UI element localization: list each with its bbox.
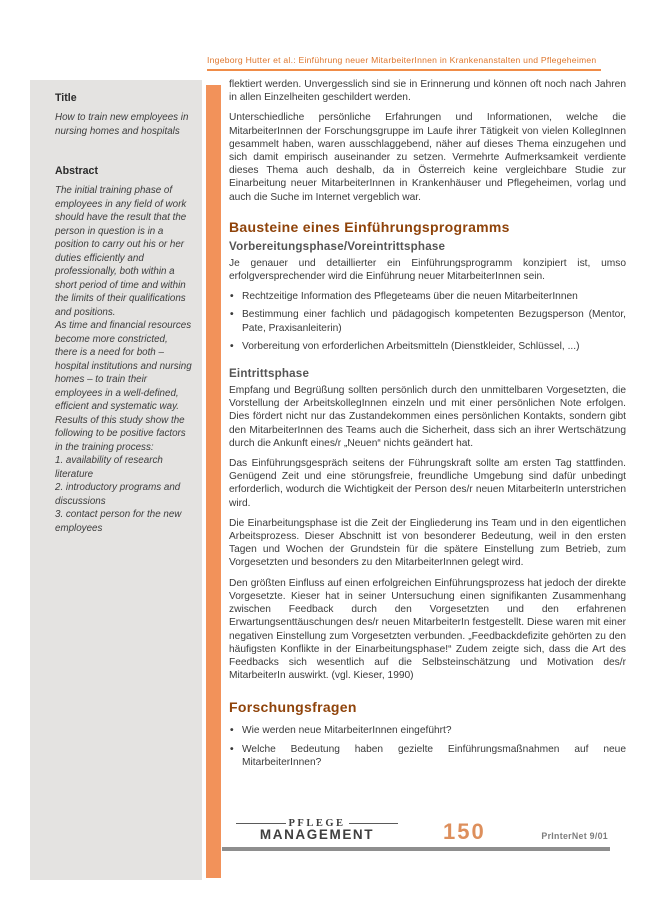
page-footer bbox=[222, 818, 612, 858]
subsection-heading-vorbereitungsphase: Vorbereitungsphase/Voreintrittsphase bbox=[229, 239, 446, 253]
orange-accent-bar bbox=[206, 85, 221, 878]
logo-rule-right bbox=[349, 823, 399, 825]
logo-pflege-text: PFLEGE bbox=[288, 818, 346, 829]
body-paragraph: Den größten Einfluss auf einen erfolgreichen Einführungsprozess hat jedoch der direkte Vorgesetzte. Kieser hat in seiner Untersuchung einen signifikanten Zusammenhang zwischen Feedback durch den Vorgesetzten und den erfahrenen Erwartungsenttäuschungen des/r neuen MitarbeiterIn festgestellt. Diese waren mit einer negativen Einstellung zum Vorgesetzten verbunden. „Feedbackdefizite gehörten zu den häufigsten Konflikte in der Einarbeitungsphase!“ Zudem zeigte sich, dass die Art des Feedbacks sich wesentlich auf die Selbsteinschätzung und Motivation des/r MitarbeiterIn auswirkt. (vgl. Kieser, 1990) bbox=[229, 577, 626, 682]
body-paragraph: Die Einarbeitungsphase ist die Zeit der Eingliederung ins Team und in den eigentlichen Arbeitsprozess. Dieser Abschnitt ist von besonderer Bedeutung, weil in den ersten Tagen und Wochen der Grundstein für die spätere Einstellung zum Betrieb, zum Vorgesetzten und besonders zu den MitarbeiterInnen gelegt wird. bbox=[229, 517, 626, 569]
bullet-item: • Wie werden neue MitarbeiterInnen eingeführt? bbox=[229, 724, 626, 737]
page-number: 150 bbox=[443, 819, 486, 844]
sidebar-spacer bbox=[55, 138, 192, 165]
bullet-item: • Bestimmung einer fachlich und pädagogisch kompetenten Bezugsperson (Mentor, Pate, Praxisanleiterin) bbox=[229, 308, 626, 334]
body-paragraph: Empfang und Begrüßung sollten persönlich durch den unmittelbaren Vorgesetzten, die Vorstellung der ArbeitskollegInnen einzeln und mit einer persönlichen Note erfolgen. Dies fördert nicht nur das Zustandekommen eines persönlichen Kontakts, sondern gibt den MitarbeiterInnen des Teams auch die Sicherheit, dass sich an ihrer Wertschätzung durch die Ankunft eines/r „Neuen“ nichts geändert hat. bbox=[229, 385, 626, 449]
subsection-heading-eintrittsphase: Eintrittsphase bbox=[229, 367, 310, 381]
sidebar-abstract-label: Abstract bbox=[55, 165, 98, 177]
vorbereitung-bullet-list bbox=[229, 290, 626, 353]
bullet-item: • Vorbereitung von erforderlichen Arbeitsmitteln (Dienstkleider, Schlüssel, ...) bbox=[229, 340, 626, 353]
abstract-paragraph: Results of this study show the following to be positive factors in the training process: bbox=[55, 414, 186, 453]
sidebar-title-text: How to train new employees in nursing homes and hospitals bbox=[55, 112, 189, 137]
body-paragraph: Je genauer und detaillierter ein Einführungsprogramm konzipiert ist, umso erfolgversprechender wird die Einführung neuer MitarbeiterInnen sein. bbox=[229, 257, 626, 283]
running-head-citation: Ingeborg Hutter et al.: Einführung neuer MitarbeiterInnen in Krankenanstalten und Pflegeheimen bbox=[207, 55, 597, 65]
section-heading-forschungsfragen: Forschungsfragen bbox=[229, 699, 357, 716]
abstract-paragraph: The initial training phase of employees in any field of work should have the result that the person in question is in a position to carry out his or her duties efficiently and professionally, both within a short period of time and within the limits of their qualifications and positions. bbox=[55, 185, 187, 318]
abstract-list-item: 2. introductory programs and discussions bbox=[55, 482, 181, 507]
body-paragraph: flektiert werden. Unvergesslich sind sie in Erinnerung und können oft noch nach Jahren in allen Einzelheiten geschildert werden. bbox=[229, 79, 626, 104]
logo-rule-left bbox=[236, 823, 286, 825]
forschung-bullet-list bbox=[229, 724, 626, 769]
section-heading-bausteine: Bausteine eines Einführungsprogramms bbox=[229, 218, 510, 235]
main-text-column bbox=[229, 78, 626, 774]
bullet-item: • Rechtzeitige Information des Pflegeteams über die neuen MitarbeiterInnen bbox=[229, 290, 626, 303]
logo-management-text: MANAGEMENT bbox=[259, 827, 375, 842]
abstract-sidebar bbox=[30, 80, 202, 880]
sidebar-abstract-text bbox=[55, 184, 192, 535]
abstract-list-item: 3. contact person for the new employees bbox=[55, 509, 182, 534]
sidebar-title-label: Title bbox=[55, 92, 77, 104]
journal-issue-label: PrInterNet 9/01 bbox=[541, 831, 608, 841]
footer-divider bbox=[222, 847, 610, 851]
abstract-list-item: 1. availability of research literature bbox=[55, 455, 163, 480]
body-paragraph: Unterschiedliche persönliche Erfahrungen und Informationen, welche die MitarbeiterInnen der Forschungsgruppe im Laufe ihrer Tätigkeit von vielen KollegInnen gesammelt haben, waren ausschlaggebend, näher auf dieses Thema einzugehen und sich damit empirisch auseinander zu setzen. Vermehrte Aufmerksamkeit verdiente dieses Thema auch deshalb, da in Österreich keine vergleichbare Studie zur Einarbeitung neuer MitarbeiterInnen in Krankenhäuser und Pflegeheimen, vorlag und auch die Suche im Internet vergeblich war. bbox=[229, 112, 626, 203]
pflege-management-logo bbox=[236, 818, 398, 842]
abstract-paragraph: As time and financial resources become more constricted, there is a need for both – hospital institutions and nursing homes – to train their employees in a well-defined, efficient and systematic way. bbox=[55, 320, 192, 412]
running-head-divider bbox=[207, 69, 601, 71]
body-paragraph: Das Einführungsgespräch seitens der Führungskraft sollte am ersten Tag stattfinden. Genügend Zeit und eine störungsfreie, freundliche Umgebung sind dafür unbedingt erforderlich, wodurch die Wichtigkeit der Person des/r neuen MitarbeiterIn unterstrichen wird. bbox=[229, 458, 626, 509]
bullet-item: • Welche Bedeutung haben gezielte Einführungsmaßnahmen auf neue MitarbeiterInnen? bbox=[229, 743, 626, 769]
